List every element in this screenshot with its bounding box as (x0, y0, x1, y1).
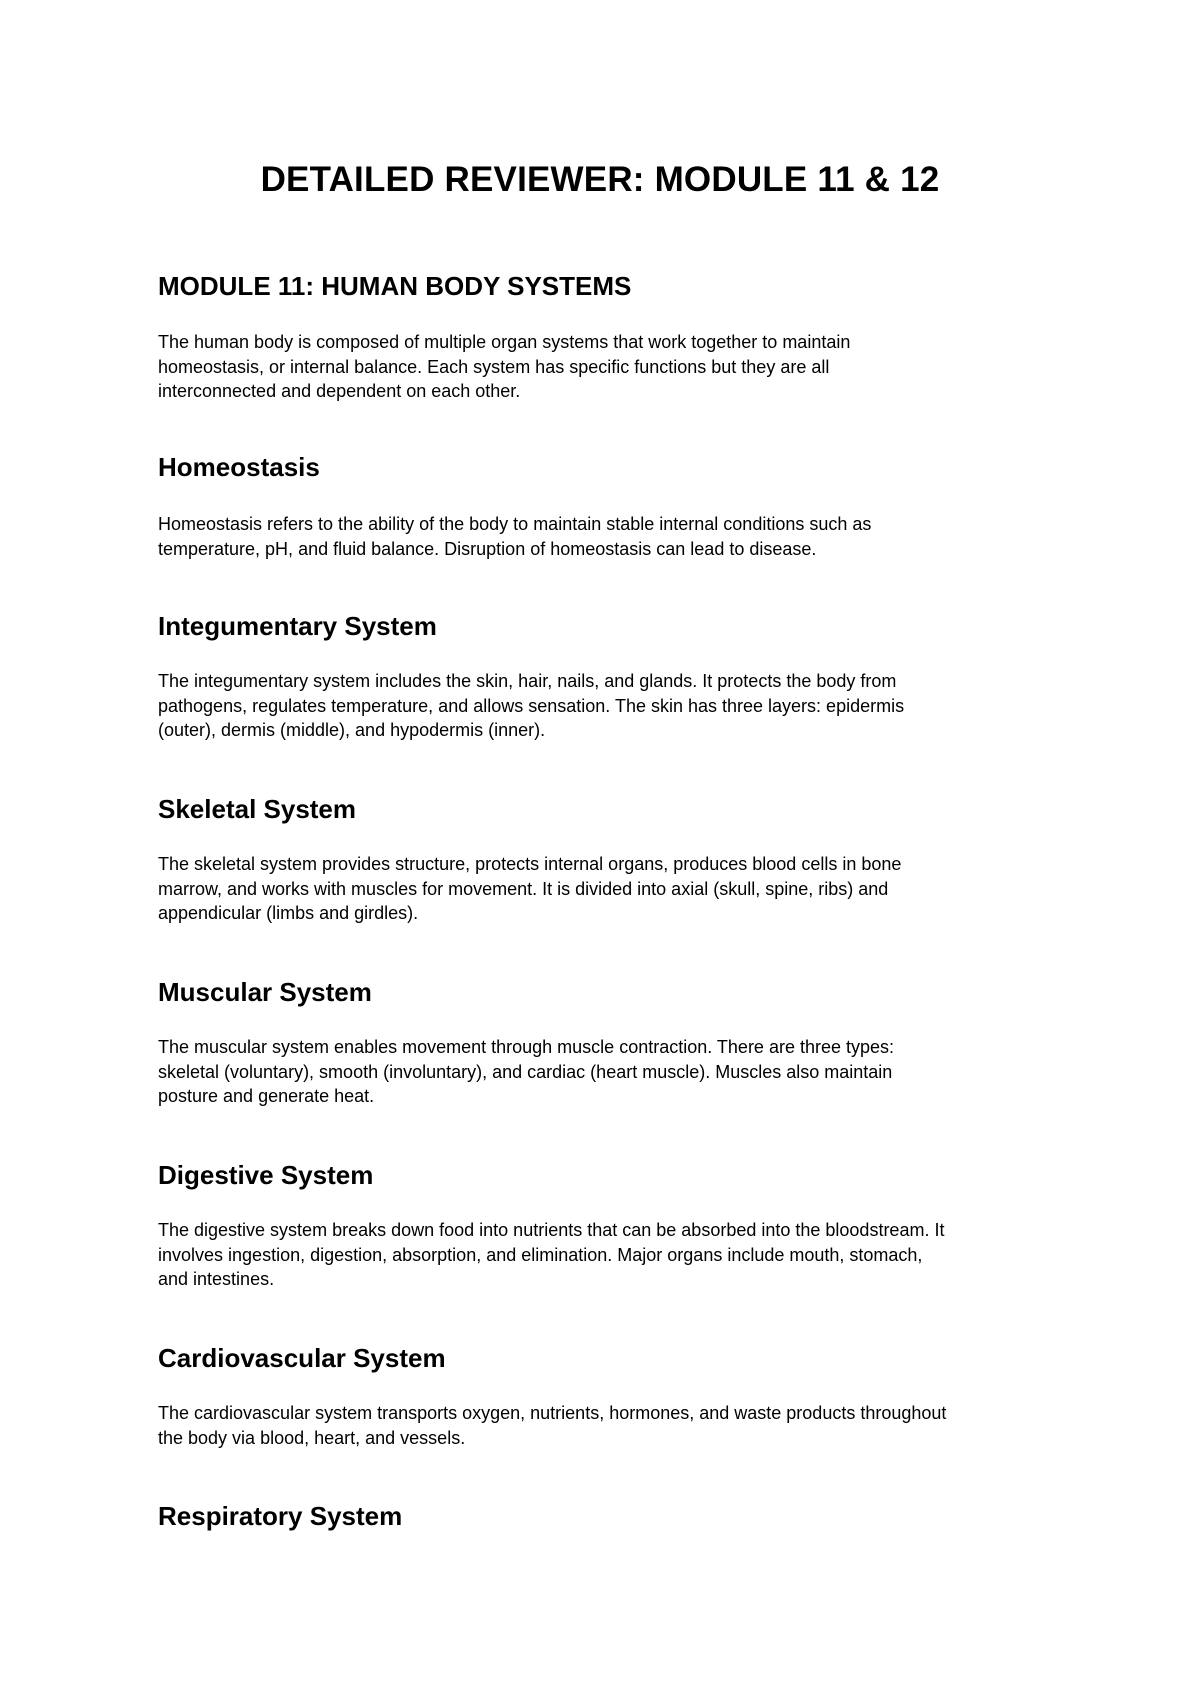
section-paragraph-cardiovascular (158, 1401, 1058, 1450)
section-heading-respiratory: Respiratory System (158, 1501, 403, 1531)
section-heading-skeletal: Skeletal System (158, 794, 357, 824)
paragraph-line: (outer), dermis (middle), and hypodermis (inner). (158, 720, 546, 740)
paragraph-line: the body via blood, heart, and vessels. (158, 1427, 466, 1448)
paragraph-line: Homeostasis refers to the ability of the body to maintain stable internal conditions such as (158, 514, 872, 534)
paragraph-line: The digestive system breaks down food into nutrients that can be absorbed into the bloodstream. It (158, 1220, 945, 1240)
paragraph-line: homeostasis, or internal balance. Each system has specific functions but they are all (158, 356, 830, 377)
paragraph-line: temperature, pH, and fluid balance. Disruption of homeostasis can lead to disease. (158, 538, 817, 559)
intro-paragraph (158, 330, 1058, 404)
paragraph-line: interconnected and dependent on each other. (158, 381, 521, 401)
section-heading-cardiovascular: Cardiovascular System (158, 1343, 446, 1373)
paragraph-line: The integumentary system includes the skin, hair, nails, and glands. It protects the body from (158, 671, 897, 691)
paragraph-line: skeletal (voluntary), smooth (involuntary), and cardiac (heart muscle). Muscles also maintain (158, 1061, 893, 1082)
paragraph-line: The skeletal system provides structure, protects internal organs, produces blood cells in bone (158, 854, 902, 874)
section-heading-muscular: Muscular System (158, 977, 372, 1007)
section-paragraph-homeostasis (158, 512, 1058, 561)
module-heading: MODULE 11: HUMAN BODY SYSTEMS (158, 271, 632, 301)
section-paragraph-integumentary (158, 669, 1058, 743)
paragraph-line: posture and generate heat. (158, 1086, 375, 1106)
section-heading-digestive: Digestive System (158, 1160, 374, 1190)
document-title: DETAILED REVIEWER: MODULE 11 & 12 (260, 160, 940, 199)
paragraph-line: involves ingestion, digestion, absorption, and elimination. Major organs include mouth, stomach, (158, 1244, 923, 1265)
section-paragraph-digestive (158, 1218, 1058, 1292)
paragraph-line: appendicular (limbs and girdles). (158, 903, 419, 923)
paragraph-line: The muscular system enables movement through muscle contraction. There are three types: (158, 1037, 895, 1057)
section-heading-homeostasis: Homeostasis (158, 452, 320, 482)
paragraph-line: The human body is composed of multiple organ systems that work together to maintain (158, 332, 851, 352)
paragraph-line: marrow, and works with muscles for movement. It is divided into axial (skull, spine, ribs) and (158, 878, 889, 899)
paragraph-line: pathogens, regulates temperature, and allows sensation. The skin has three layers: epidermis (158, 695, 905, 716)
section-heading-integumentary: Integumentary System (158, 611, 437, 641)
section-paragraph-skeletal (158, 852, 1058, 926)
paragraph-line: The cardiovascular system transports oxygen, nutrients, hormones, and waste products throughout (158, 1403, 947, 1423)
paragraph-line: and intestines. (158, 1269, 275, 1289)
section-paragraph-muscular (158, 1035, 1058, 1109)
